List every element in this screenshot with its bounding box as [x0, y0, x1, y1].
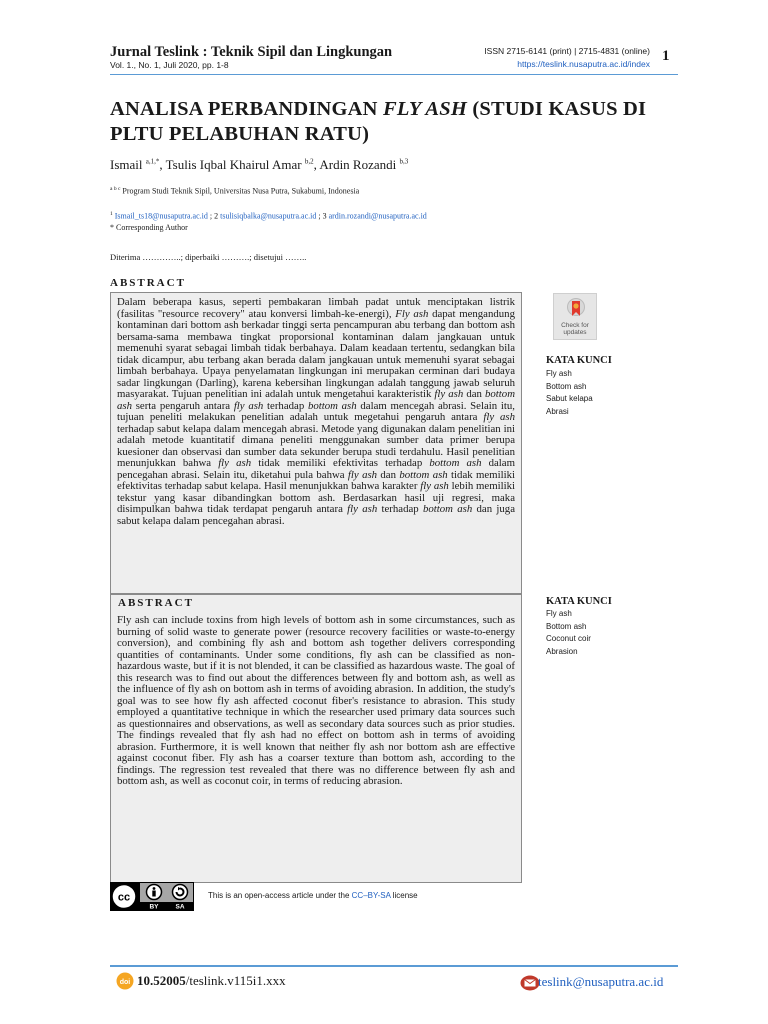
- email-link-3[interactable]: ardin.rozandi@nusaputra.ac.id: [328, 211, 427, 221]
- svg-text:doi: doi: [119, 979, 131, 986]
- abstract-en-heading: ABSTRACT: [118, 597, 194, 609]
- svg-text:cc: cc: [117, 891, 131, 904]
- email-link-2[interactable]: tsulisiqbalka@nusaputra.ac.id: [220, 211, 317, 221]
- keyword-item: Abrasi: [546, 406, 569, 416]
- svg-text:SA: SA: [175, 903, 185, 911]
- keyword-item: Fly ash: [546, 369, 572, 378]
- license-link[interactable]: CC–BY-SA: [351, 891, 391, 900]
- bookmark-ribbon-icon: [566, 298, 586, 320]
- journal-volume: Vol. 1., No. 1, Juli 2020, pp. 1-8: [110, 60, 229, 70]
- abstract-en-box: [110, 594, 522, 883]
- keyword-item: Coconut coir: [546, 634, 591, 643]
- cc-by-sa-badge[interactable]: [110, 882, 194, 911]
- abstract-heading: ABSTRACT: [110, 277, 186, 289]
- paper-title: ANALISA PERBANDINGAN FLY ASH (STUDI KASUS DI PLTU PELABUHAN RATU): [110, 98, 647, 145]
- keywords-en-heading: KATA KUNCI: [546, 596, 612, 607]
- affiliation: $^{a b c}$ Program Studi Teknik Sipil, Universitas Nusa Putra, Sukabumi, Indonesia: [110, 186, 360, 196]
- journal-title: Jurnal Teslink : Teknik Sipil dan Lingkungan: [110, 44, 393, 60]
- check-for-updates-badge[interactable]: Check for updates: [553, 293, 597, 340]
- submission-dates: Diterima …………..; diperbaiki ……….; disetujui ……..: [110, 252, 307, 262]
- keywords-id-list: [546, 368, 593, 418]
- keywords-id-heading: KATA KUNCI: [546, 355, 612, 366]
- footer-email-link[interactable]: teslink@nusaputra.ac.id: [538, 974, 664, 989]
- issn: ISSN 2715-6141 (print) | 2715-4831 (online): [484, 46, 650, 56]
- creative-commons-icon: [110, 882, 194, 911]
- abstract-id-box: [110, 292, 522, 594]
- keyword-item: Sabut kelapa: [546, 394, 593, 403]
- email-icon: [520, 974, 540, 991]
- author-list: Ismail $^{a,1,*}$, Tsulis Iqbal Khairul Amar $^{b,2}$, Ardin Rozandi $^{b,3}$: [110, 157, 409, 172]
- author-emails: $^1$ Ismail_ts18@nusaputra.ac.id ; 2 tsulisiqbalka@nusaputra.ac.id ; 3 ardin.rozandi@nusaputra.ac.id: [110, 211, 427, 221]
- svg-text:BY: BY: [149, 903, 159, 911]
- footer-divider: [110, 965, 678, 967]
- journal-url-link[interactable]: https://teslink.nusaputra.ac.id/index: [517, 59, 650, 69]
- doi-link[interactable]: 10.52005/teslink.v115i1.xxx: [137, 973, 286, 988]
- license-statement: This is an open-access article under the CC–BY-SA license: [208, 891, 418, 900]
- keyword-item: Fly ash: [546, 609, 572, 618]
- keyword-item: Abrasion: [546, 646, 578, 656]
- keywords-en-list: [546, 608, 591, 658]
- keyword-item: Bottom ash: [546, 621, 587, 631]
- abstract-en-text: Fly ash can include toxins from high levels of bottom ash in some circumstances, such as burning of solid waste to generate power (resource recovery facilities or waste-to-energy conversion), and combining fly ash and bottom ash together delivers corresponding quantities of contaminants. Under some conditions, fly ash can be classified as non-hazardous waste, but if it is not blended, it can be classified as hazardous waste. The goal of this research was to find out about the differences between fly and bottom ash, as well as the influence of fly ash on bottom ash in terms of avoiding abrasion. In addition, the study's goal was to see how fly ash affected coconut fiber's resistance to abrasion. This study employed a quantitative technique in which the researcher used primary data sources such as questionnaires and observations, as well as secondary data sources such as prior studies. The findings revealed that fly ash had no effect on bottom ash in terms of avoiding abrasion. Furthermore, it is well known that neither fly ash nor bottom ash are effective against coconut fiber. Fly ash has a coarser texture than bottom ash, according to the findings. The regression test revealed that there was no difference between fly ash and bottom ash, as well as coconut coir, in terms of reducing abrasion.: [117, 614, 515, 787]
- email-link-1[interactable]: Ismail_ts18@nusaputra.ac.id: [112, 211, 208, 221]
- page-number: 1: [662, 48, 670, 64]
- doi-icon: [116, 972, 134, 990]
- abstract-id-text: Dalam beberapa kasus, seperti pembakaran limbah padat untuk menciptakan listrik (fasilitas "resource recovery" atau konversi limbah-ke-energi), Fly ash dapat mengandung kontaminan dari bottom ash berkadar tinggi serta pencampuran abu terbang dan bottom ash bersama-sama membawa tingkat proporsional kontaminan dalam jangkauan untuk memenuhi syarat sebagai limbah tidak berbahaya. Dalam keadaan tertentu, sedangkan bila tidak dicampur, abu terbang akan berada dalam jangkauan untuk memenuhi syarat sebagai limbah berbahaya. Upaya penyelamatan lingkungan ini merupakan cerminan dari budaya sadar lingkungan (Darling), karena kebersihan lingkungan adalah tanggung jawab seluruh masyarakat. Tujuan penelitian ini adalah untuk mengetahui karakteristik fly ash dan bottom ash serta pengaruh antara fly ash terhadap bottom ash dalam mencegah abrasi. Selain itu, tujuan peneliti melakukan penelitian adalah untuk megetahui pengaruh antara fly ash terhadap sabut kelapa dalam mencegah abrasi. Metode yang digunakan dalam penelitian ini adalah metode kuantitatif dimana peneliti menggunakan sumber data primer berupa kuesioner dan observasi dan sumber data sekunder berupa studi terdahulu. Hasil penelitian menunjukkan bahwa fly ash tidak memiliki efektivitas terhadap bottom ash dalam pencegahan abrasi. Selain itu, diketahui pula bahwa fly ash dan bottom ash tidak memiliki efektivitas terhadap sabut kelapa. Hasil menunjukkan bahwa karakter fly ash lebih memiliki tekstur yang kasar dibandingkan bottom ash. Berdasarkan hasil uji regresi, maka disimpulkan bahwa tidak terdapat pengaruh antara fly ash terhadap bottom ash dan juga sabut kelapa dalam pencegahan abrasi.: [117, 296, 516, 527]
- header-divider: [110, 74, 678, 75]
- corresponding-note: * Corresponding Author: [110, 223, 188, 232]
- keyword-item: Bottom ash: [546, 381, 587, 391]
